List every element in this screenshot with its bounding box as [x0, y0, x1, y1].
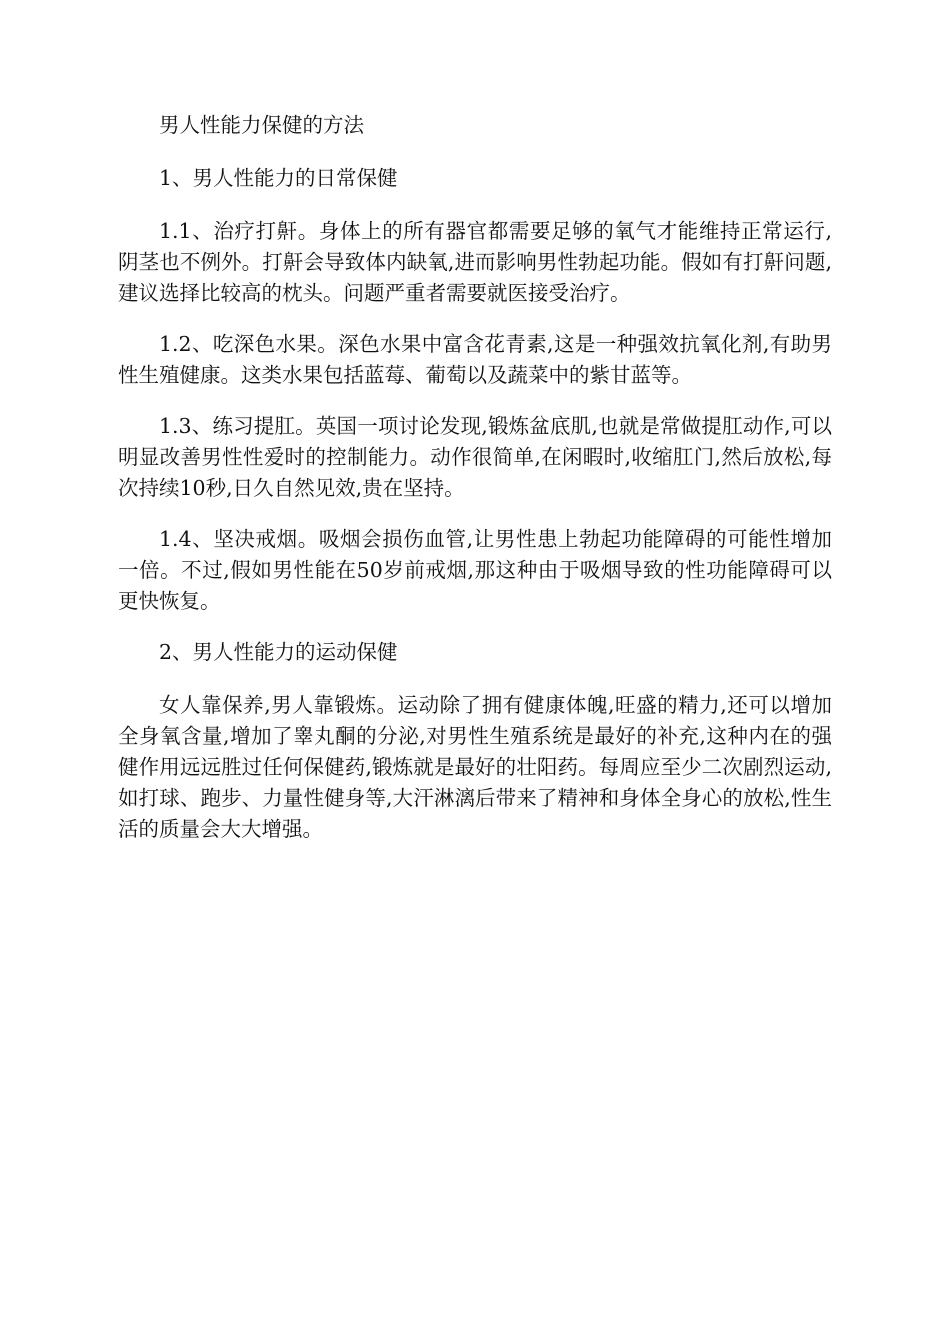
paragraph-kegel: 1.3、练习提肛。英国一项讨论发现,锻炼盆底肌,也就是常做提肛动作,可以明显改善男性性爱时的控制能力。动作很简单,在闲暇时,收缩肛门,然后放松,每次持续10秒,日久自然见效,贵在坚持。 — [118, 414, 832, 500]
paragraph-quit-smoking: 1.4、坚决戒烟。吸烟会损伤血管,让男性患上勃起功能障碍的可能性增加一倍。不过,假如男性能在50岁前戒烟,那这种由于吸烟导致的性功能障碍可以更快恢复。 — [118, 527, 832, 613]
section-heading-exercise: 2、男人性能力的运动保健 — [159, 640, 398, 664]
paragraph-snoring: 1.1、治疗打鼾。身体上的所有器官都需要足够的氧气才能维持正常运行,阴茎也不例外。打鼾会导致体内缺氧,进而影响男性勃起功能。假如有打鼾问题,建议选择比较高的枕头。问题严重者需要就医接受治疗。 — [118, 219, 832, 305]
section-heading-daily-care: 1、男人性能力的日常保健 — [159, 166, 398, 190]
paragraph-exercise: 女人靠保养,男人靠锻炼。运动除了拥有健康体魄,旺盛的精力,还可以增加全身氧含量,增加了睾丸酮的分泌,对男性生殖系统是最好的补充,这种内在的强健作用远远胜过任何保健药,锻炼就是最好的壮阳药。每周应至少二次剧烈运动,如打球、跑步、力量性健身等,大汗淋漓后带来了精神和身体全身心的放松,性生活的质量会大大增强。 — [118, 693, 832, 841]
document-title: 男人性能力保健的方法 — [159, 113, 364, 137]
paragraph-dark-fruit: 1.2、吃深色水果。深色水果中富含花青素,这是一种强效抗氧化剂,有助男性生殖健康。这类水果包括蓝莓、葡萄以及蔬菜中的紫甘蓝等。 — [118, 332, 832, 387]
